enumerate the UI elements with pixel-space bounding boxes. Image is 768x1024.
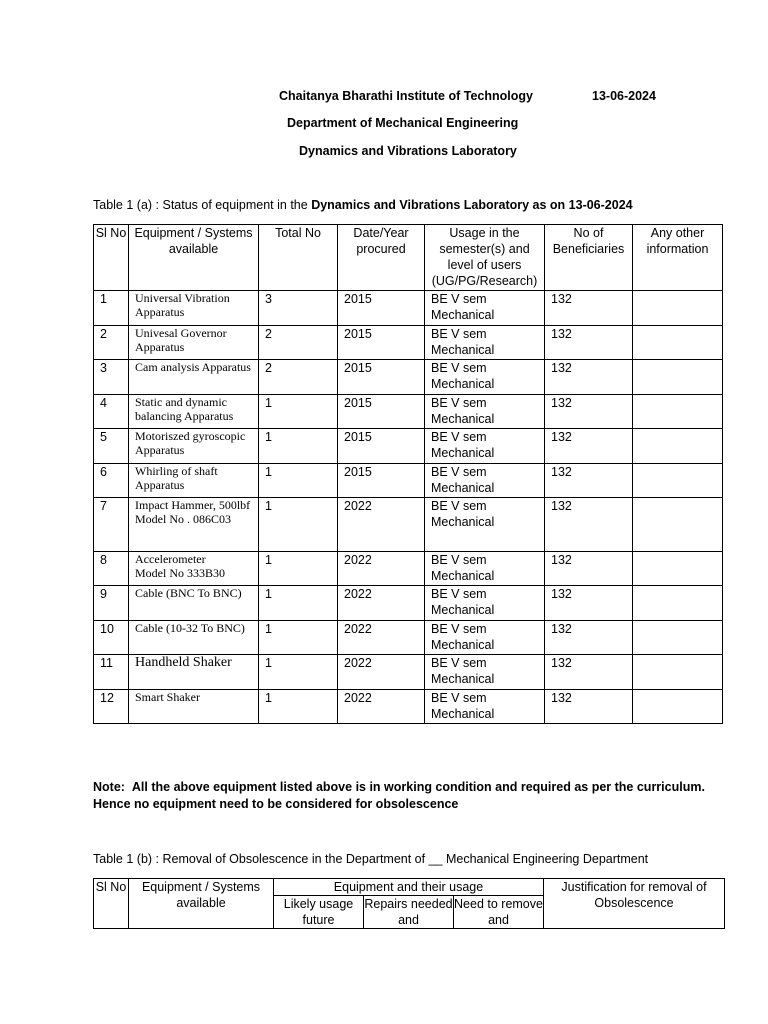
note-line-1: All the above equipment listed above is in working condition and required as per the curriculum. xyxy=(131,780,705,794)
cell-year: 2015 xyxy=(338,395,425,429)
cell-sl: 9 xyxy=(94,586,129,621)
cell-beneficiaries: 132 xyxy=(545,552,633,586)
col-header-other: Any other information xyxy=(633,225,723,291)
cell-other xyxy=(633,429,723,464)
cell-total: 1 xyxy=(259,552,338,586)
cell-total: 1 xyxy=(259,655,338,690)
cell-year: 2022 xyxy=(338,498,425,552)
table-row xyxy=(94,429,723,464)
cell-other xyxy=(633,621,723,655)
note-label: Note: xyxy=(93,780,125,794)
col-header-sl: Sl No xyxy=(94,225,129,291)
cell-usage: BE V sem Mechanical xyxy=(425,464,545,498)
cell-beneficiaries: 132 xyxy=(545,690,633,724)
cell-sl: 4 xyxy=(94,395,129,429)
cell-beneficiaries: 132 xyxy=(545,498,633,552)
cell-sl: 3 xyxy=(94,360,129,395)
note-block xyxy=(93,779,733,813)
table-row xyxy=(94,291,723,326)
cell-sl: 5 xyxy=(94,429,129,464)
cell-equipment: Cable (BNC To BNC) xyxy=(129,586,259,621)
table-1a-caption xyxy=(93,198,633,212)
cell-year: 2015 xyxy=(338,291,425,326)
cell-equipment: Accelerometer Model No 333B30 xyxy=(129,552,259,586)
obs-col-header-justification: Justification for removal of Obsolescence xyxy=(544,879,725,929)
cell-other xyxy=(633,464,723,498)
cell-beneficiaries: 132 xyxy=(545,326,633,360)
cell-total: 1 xyxy=(259,429,338,464)
cell-equipment: Smart Shaker xyxy=(129,690,259,724)
cell-sl: 6 xyxy=(94,464,129,498)
col-header-total: Total No xyxy=(259,225,338,291)
cell-year: 2022 xyxy=(338,586,425,621)
cell-other xyxy=(633,291,723,326)
col-header-beneficiaries: No of Beneficiaries xyxy=(545,225,633,291)
cell-total: 3 xyxy=(259,291,338,326)
cell-total: 1 xyxy=(259,586,338,621)
cell-year: 2015 xyxy=(338,326,425,360)
cell-equipment: Universal Vibration Apparatus xyxy=(129,291,259,326)
cell-usage: BE V sem Mechanical xyxy=(425,552,545,586)
col-header-date: Date/Year procured xyxy=(338,225,425,291)
cell-usage: BE V sem Mechanical xyxy=(425,690,545,724)
cell-beneficiaries: 132 xyxy=(545,291,633,326)
table-row xyxy=(94,326,723,360)
cell-usage: BE V sem Mechanical xyxy=(425,395,545,429)
cell-other xyxy=(633,586,723,621)
obs-col-header-repairs: Repairs needed and xyxy=(364,897,453,927)
table-row xyxy=(94,690,723,724)
cell-year: 2022 xyxy=(338,690,425,724)
institute-name: Chaitanya Bharathi Institute of Technology xyxy=(279,89,533,103)
obs-col-header-sl: Sl No xyxy=(94,879,129,929)
table-row xyxy=(94,498,723,552)
cell-sl: 2 xyxy=(94,326,129,360)
equipment-status-table xyxy=(93,224,723,724)
note-line-2: Hence no equipment need to be considered for obsolescence xyxy=(93,797,459,811)
table-row xyxy=(94,586,723,621)
col-header-equipment: Equipment / Systems available xyxy=(129,225,259,291)
cell-year: 2022 xyxy=(338,621,425,655)
cell-other xyxy=(633,655,723,690)
cell-sl: 10 xyxy=(94,621,129,655)
cell-usage: BE V sem Mechanical xyxy=(425,586,545,621)
cell-other xyxy=(633,326,723,360)
table-row xyxy=(94,655,723,690)
document-date: 13-06-2024 xyxy=(592,89,656,103)
cell-usage: BE V sem Mechanical xyxy=(425,621,545,655)
obs-col-header-equipment: Equipment / Systems available xyxy=(129,879,274,929)
obs-col-header-likely: Likely usage future xyxy=(274,896,364,929)
cell-usage: BE V sem Mechanical xyxy=(425,498,545,552)
cell-equipment: Cable (10-32 To BNC) xyxy=(129,621,259,655)
cell-sl: 11 xyxy=(94,655,129,690)
cell-sl: 12 xyxy=(94,690,129,724)
cell-usage: BE V sem Mechanical xyxy=(425,291,545,326)
lab-name: Dynamics and Vibrations Laboratory xyxy=(299,144,517,158)
cell-beneficiaries: 132 xyxy=(545,395,633,429)
cell-total: 1 xyxy=(259,498,338,552)
cell-usage: BE V sem Mechanical xyxy=(425,655,545,690)
obs-col-header-need: Need to remove and xyxy=(454,897,543,927)
cell-sl: 7 xyxy=(94,498,129,552)
table-1a-caption-prefix: Table 1 (a) : Status of equipment in the xyxy=(93,198,312,212)
cell-other xyxy=(633,690,723,724)
cell-equipment: Static and dynamic balancing Apparatus xyxy=(129,395,259,429)
cell-total: 1 xyxy=(259,621,338,655)
cell-sl: 8 xyxy=(94,552,129,586)
cell-equipment: Whirling of shaft Apparatus xyxy=(129,464,259,498)
col-header-usage: Usage in the semester(s) and level of users (UG/PG/Research) xyxy=(425,225,545,291)
cell-other xyxy=(633,498,723,552)
cell-equipment: Motoriszed gyroscopic Apparatus xyxy=(129,429,259,464)
cell-year: 2015 xyxy=(338,429,425,464)
cell-usage: BE V sem Mechanical xyxy=(425,429,545,464)
cell-sl: 1 xyxy=(94,291,129,326)
cell-usage: BE V sem Mechanical xyxy=(425,326,545,360)
cell-year: 2022 xyxy=(338,552,425,586)
cell-equipment: Cam analysis Apparatus xyxy=(129,360,259,395)
cell-other xyxy=(633,395,723,429)
cell-other xyxy=(633,360,723,395)
cell-total: 1 xyxy=(259,464,338,498)
table-row xyxy=(94,464,723,498)
table-row xyxy=(94,621,723,655)
cell-beneficiaries: 132 xyxy=(545,464,633,498)
cell-total: 2 xyxy=(259,360,338,395)
cell-year: 2015 xyxy=(338,360,425,395)
cell-equipment: Univesal Governor Apparatus xyxy=(129,326,259,360)
table-1b-caption: Table 1 (b) : Removal of Obsolescence in the Department of __ Mechanical Engineering Department xyxy=(93,852,649,866)
cell-beneficiaries: 132 xyxy=(545,655,633,690)
department-name: Department of Mechanical Engineering xyxy=(287,116,519,130)
table-row xyxy=(94,360,723,395)
cell-other xyxy=(633,552,723,586)
cell-total: 1 xyxy=(259,690,338,724)
cell-total: 2 xyxy=(259,326,338,360)
obsolescence-table xyxy=(93,878,725,929)
obs-col-header-usage-group: Equipment and their usage xyxy=(274,879,544,896)
cell-usage: BE V sem Mechanical xyxy=(425,360,545,395)
cell-year: 2022 xyxy=(338,655,425,690)
cell-year: 2015 xyxy=(338,464,425,498)
table-1a-caption-bold: Dynamics and Vibrations Laboratory as on 13-06-2024 xyxy=(311,198,633,212)
cell-beneficiaries: 132 xyxy=(545,360,633,395)
table-row xyxy=(94,395,723,429)
cell-beneficiaries: 132 xyxy=(545,429,633,464)
cell-beneficiaries: 132 xyxy=(545,586,633,621)
cell-total: 1 xyxy=(259,395,338,429)
table-row xyxy=(94,552,723,586)
cell-beneficiaries: 132 xyxy=(545,621,633,655)
cell-equipment: Impact Hammer, 500lbf Model No . 086C03 xyxy=(129,498,259,552)
cell-equipment: Handheld Shaker xyxy=(129,655,259,690)
